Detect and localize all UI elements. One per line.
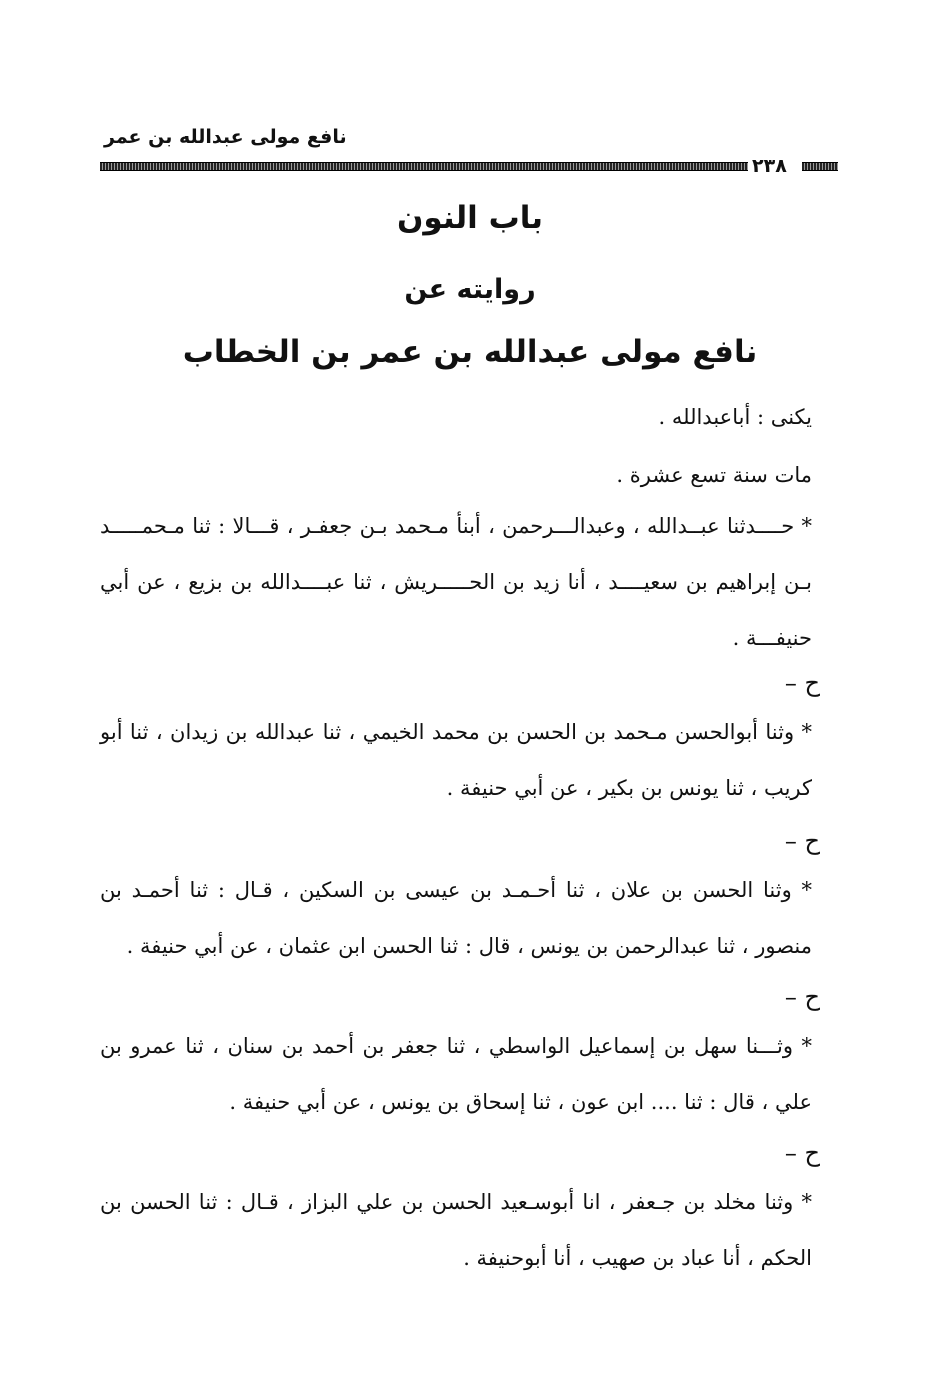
page-number: ٢٣٨ — [752, 155, 787, 177]
running-title: نافع مولى عبدالله بن عمر — [104, 126, 347, 148]
ha-marker-4: ح – — [784, 1139, 820, 1167]
ha-marker-3: ح – — [784, 983, 820, 1011]
header-rule-end — [802, 162, 838, 171]
chapter-heading: باب النون — [396, 200, 544, 236]
isnad-paragraph-2: * وثنا أبوالحسن مـحمد بن الحسن بن محمد الخيمي ، ثنا عبدالله بن زيدان ، ثنا أبو كريب ، ثنا يونس بن بكير ، عن أبي حنيفة . — [100, 720, 812, 800]
kunya-line: يكنى : أباعبدالله . — [658, 405, 812, 429]
subject-heading: نافع مولى عبدالله بن عمر بن الخطاب — [182, 334, 758, 370]
isnad-paragraph-4: * وثـــنا سهل بن إسماعيل الواسطي ، ثنا جعفر بن أحمد بن سنان ، ثنا عمرو بن علي ، قال : ثنا .... ابن عون ، ثنا إسحاق بن يونس ، عن أبي حنيفة . — [100, 1034, 812, 1114]
header-rule — [100, 162, 748, 171]
isnad-paragraph-3: * وثنا الحسن بن علان ، ثنا أحـمـد بن عيسى بن السكين ، قـال : ثنا أحمـد بن منصور ، ثنا عبدالرحمن بن يونس ، قال : ثنا الحسن ابن عثمان ، عن أبي حنيفة . — [100, 878, 812, 958]
ha-marker-1: ح – — [784, 669, 820, 697]
death-line: مات سنة تسع عشرة . — [616, 463, 812, 487]
isnad-paragraph-5: * وثنا مخلد بن جـعفر ، انا أبوسـعيد الحسن بن علي البزاز ، قـال : ثنا الحسن بن الحكم ، أنا عباد بن صهيب ، أنا أبوحنيفة . — [100, 1190, 812, 1270]
narration-heading: روايته عن — [404, 274, 536, 305]
isnad-paragraph-1: * حــــدثنا عبــدالله ، وعبدالـــرحمن ، أبنأ مـحمد بـن جعفـر ، قـــالا : ثنا مـحمـــــد بـن إبراهيم بن سعيــــد ، أنا زيد بن الحـــــريش ، ثنا عبــــدالله بن بزيع ، عن أبي حنيفـــة . — [100, 514, 812, 650]
ha-marker-2: ح – — [784, 827, 820, 855]
